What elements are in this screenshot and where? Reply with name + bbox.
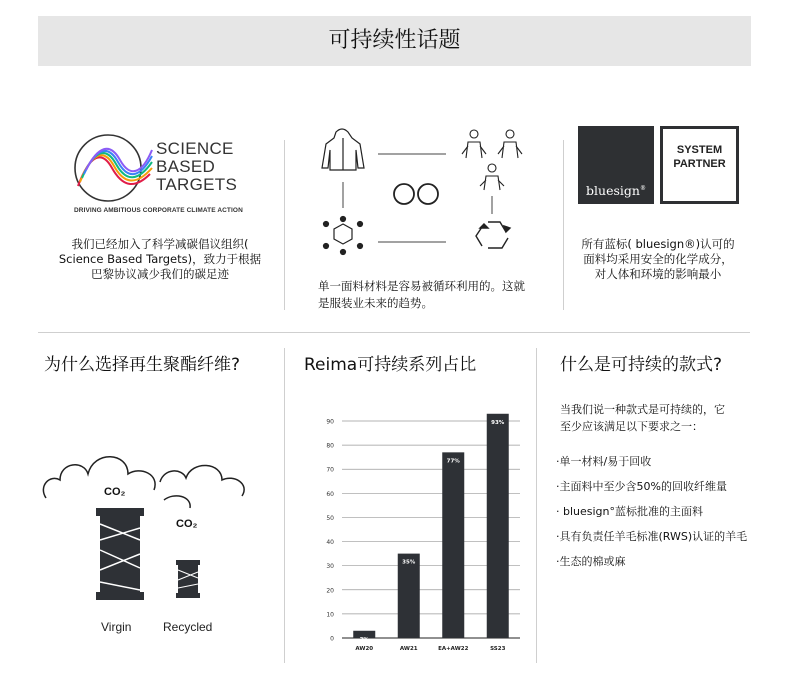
- divider-top-right: [563, 140, 564, 310]
- requirement-item: ·主面料中至少含50%的回收纤维量: [556, 480, 727, 493]
- circular-description: [318, 278, 558, 312]
- bar-value-label: 93%: [491, 419, 505, 426]
- x-tick-label: AW21: [399, 646, 418, 652]
- virgin-spool-icon: [96, 508, 144, 600]
- sustainability-bar-chart: [306, 405, 528, 660]
- divider-top-left: [284, 140, 285, 310]
- divider-bottom-right: [536, 348, 537, 663]
- x-tick-label: AW20: [355, 646, 374, 652]
- x-tick-label: EA+AW22: [438, 646, 469, 652]
- bluesign-desc-line: 对人体和环境的影响最小: [594, 267, 722, 281]
- jacket-icon: [322, 129, 364, 170]
- requirement-item: ·具有负责任羊毛标准(RWS)认证的羊毛: [556, 530, 748, 543]
- system-partner-text: SYSTEM PARTNER: [673, 144, 726, 170]
- y-tick-label: 50: [326, 514, 334, 522]
- sbt-tagline: DRIVING AMBITIOUS CORPORATE CLIMATE ACTION: [74, 207, 243, 214]
- circularity-diagram: [318, 124, 530, 264]
- sbt-desc-line: 我们已经加入了科学减碳倡议组织(: [71, 237, 249, 251]
- molecule-icon: [324, 217, 363, 255]
- sbt-desc-line: Science Based Targets)，致力于根据: [58, 252, 262, 266]
- bar: [442, 452, 464, 638]
- sbt-line3: TARGETS: [156, 175, 238, 194]
- people-icon: [462, 130, 522, 190]
- co2-label-left: CO₂: [104, 486, 126, 498]
- y-tick-label: 10: [326, 611, 334, 619]
- y-tick-label: 70: [326, 466, 334, 474]
- bluesign-desc-line: 面料均采用安全的化学成分，: [583, 252, 733, 266]
- section-banner: [38, 16, 751, 66]
- circular-desc-line: 单一面料材料是容易被循环利用的。这就: [318, 279, 525, 293]
- bar-value-label: 35%: [402, 559, 416, 566]
- y-tick-label: 0: [330, 635, 334, 643]
- circular-desc-line: 是服装业未来的趋势。: [318, 296, 433, 310]
- requirement-item: ·单一材料/易于回收: [556, 455, 652, 468]
- y-tick-label: 40: [326, 539, 334, 547]
- sbt-desc-line: 巴黎协议减少我们的碳足迹: [91, 267, 229, 281]
- bar-value-label: 77%: [446, 458, 460, 465]
- requirement-item: · bluesign°蓝标批准的主面料: [556, 505, 704, 518]
- recycled-heading: 为什么选择再生聚酯纤维?: [44, 355, 241, 375]
- system-partner-badge: [660, 126, 739, 204]
- loop-arrows-icon: [394, 184, 438, 204]
- y-tick-label: 20: [326, 587, 334, 595]
- recycled-label: Recycled: [163, 620, 213, 634]
- x-tick-label: SS23: [490, 646, 506, 652]
- bar: [398, 554, 420, 638]
- y-tick-label: 30: [326, 563, 334, 571]
- sbt-line1: SCIENCE: [156, 139, 234, 158]
- co2-illustration: [36, 440, 276, 615]
- divider-bottom-left: [284, 348, 285, 663]
- bluesign-description: [566, 237, 750, 282]
- requirements-heading: 什么是可持续的款式?: [560, 355, 723, 375]
- cloud-icon: [43, 457, 244, 508]
- bluesign-desc-line: 所有蓝标( bluesign®)认可的: [581, 237, 735, 251]
- sbt-line2: BASED: [156, 157, 216, 176]
- sbt-logo-icon: [72, 128, 154, 208]
- banner-title: 可持续性话题: [328, 28, 461, 53]
- y-tick-label: 60: [326, 490, 334, 498]
- bluesign-logo: [578, 126, 654, 204]
- y-tick-label: 90: [326, 418, 334, 426]
- recycled-spool-icon: [176, 560, 200, 598]
- requirement-item: ·生态的棉或麻: [556, 555, 626, 568]
- requirements-intro: [560, 401, 760, 435]
- bluesign-logo-word: bluesign®: [586, 183, 646, 198]
- bar: [487, 414, 509, 638]
- requirements-intro-line: 当我们说一种款式是可持续的，它: [560, 403, 725, 416]
- sbt-description: [40, 237, 280, 282]
- chart-heading: Reima可持续系列占比: [304, 355, 477, 375]
- virgin-label: Virgin: [101, 620, 132, 634]
- y-tick-label: 80: [326, 442, 334, 450]
- bar-value-label: 3%: [359, 636, 369, 643]
- recycle-icon: [476, 222, 510, 248]
- requirements-intro-line: 至少应该满足以下要求之一：: [560, 420, 703, 433]
- divider-horizontal: [38, 332, 750, 333]
- co2-label-right: CO₂: [176, 518, 198, 530]
